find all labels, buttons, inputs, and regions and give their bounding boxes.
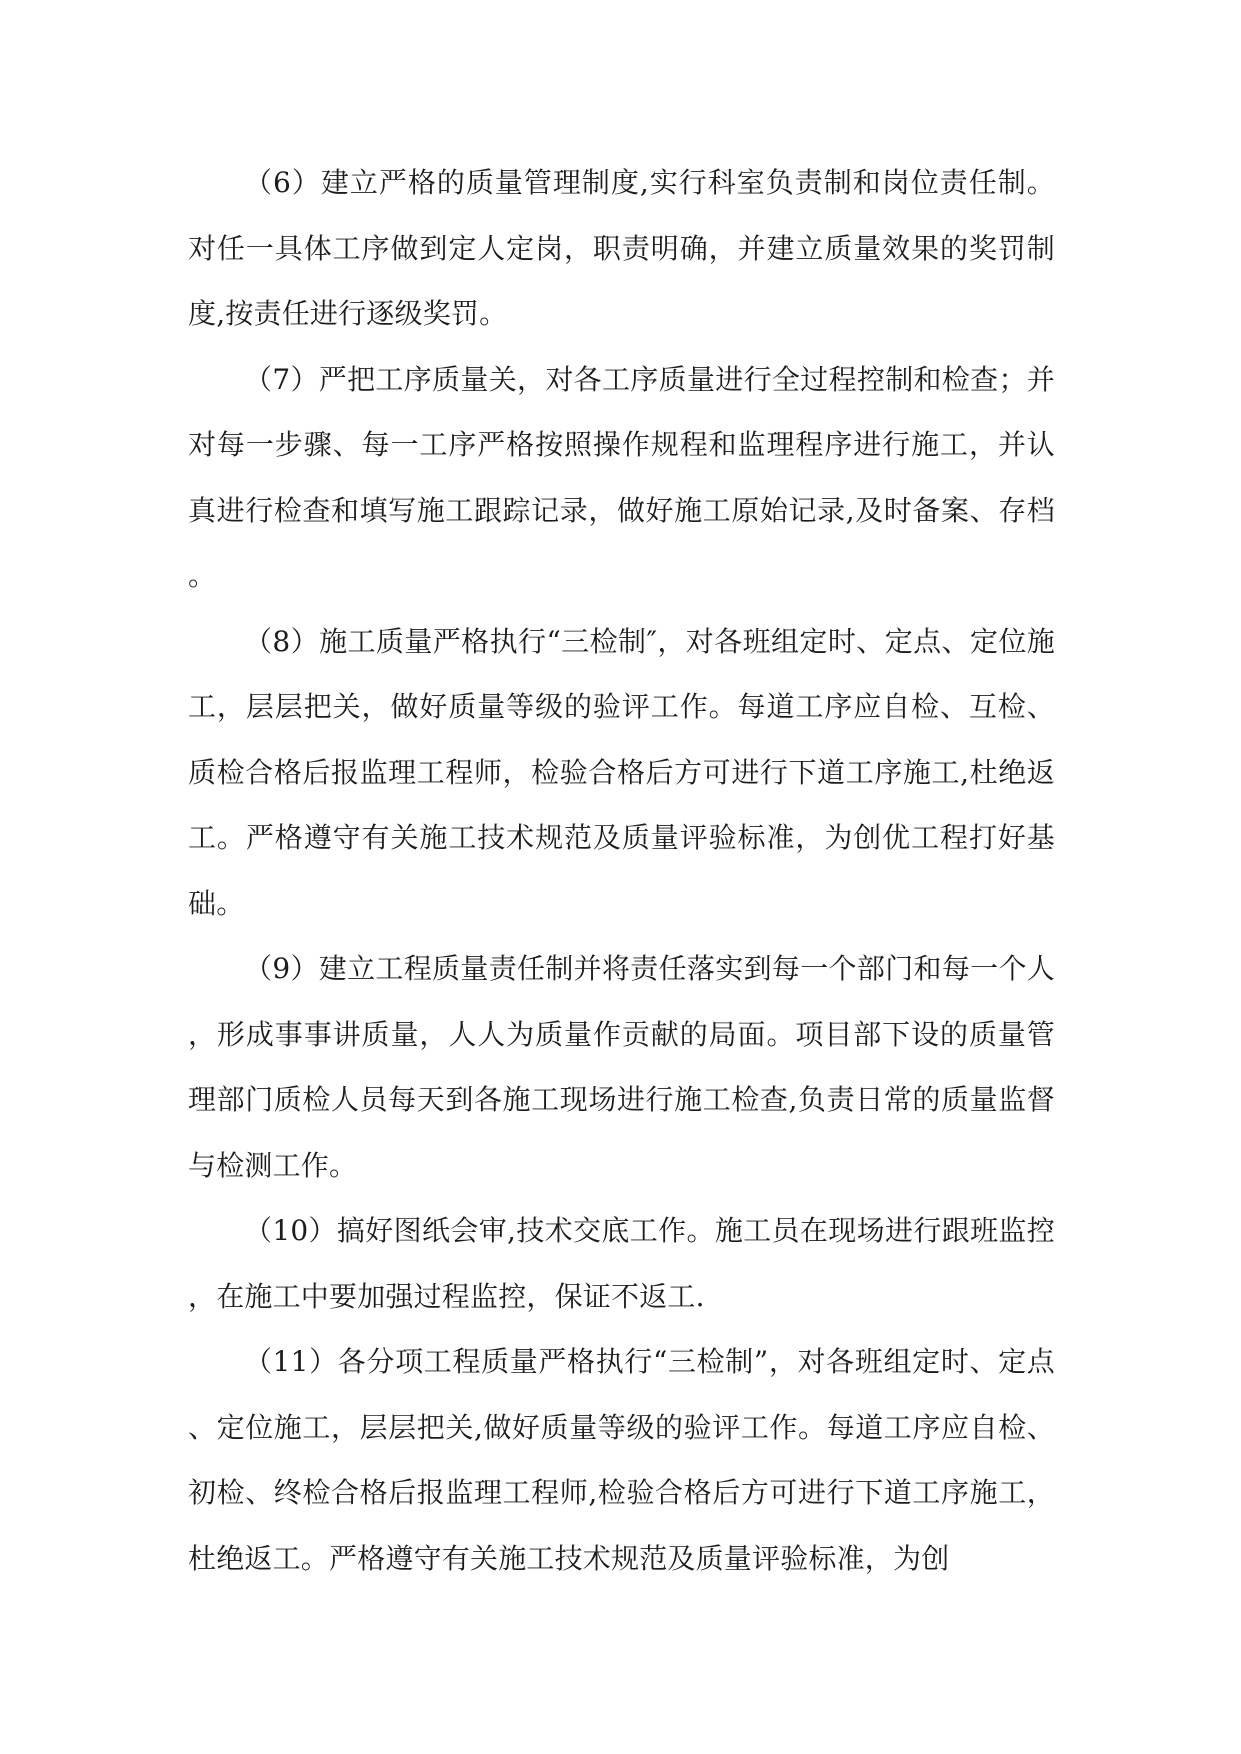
paragraph-10: （10）搞好图纸会审,技术交底工作。施工员在现场进行跟班监控，在施工中要加强过程监控，保证不返工.	[188, 1214, 1055, 1313]
paragraph-8: （8）施工质量严格执行“三检制″，对各班组定时、定点、定位施工，层层把关，做好质量等级的验评工作。每道工序应自检、互检、质检合格后报监理工程师，检验合格后方可进行下道工序施工,杜绝返工。严格遵守有关施工技术规范及质量评验标准，为创优工程打好基础。	[188, 624, 1055, 920]
paragraph-9: （9）建立工程质量责任制并将责任落实到每一个部门和每一个人，形成事事讲质量，人人为质量作贡献的局面。项目部下设的质量管理部门质检人员每天到各施工现场进行施工检查,负责日常的质量监督与检测工作。	[188, 952, 1055, 1182]
paragraph-6: （6）建立严格的质量管理制度,实行科室负责制和岗位责任制。对任一具体工序做到定人定岗，职责明确，并建立质量效果的奖罚制度,按责任进行逐级奖罚。	[188, 166, 1055, 330]
paragraph-11: （11）各分项工程质量严格执行“三检制”，对各班组定时、定点、定位施工，层层把关,做好质量等级的验评工作。每道工序应自检、初检、终检合格后报监理工程师,检验合格后方可进行下道工序施工，杜绝返工。严格遵守有关施工技术规范及质量评验标准，为创	[188, 1345, 1055, 1575]
document-body	[188, 150, 1055, 1591]
paragraph-7: （7）严把工序质量关，对各工序质量进行全过程控制和检查；并对每一步骤、每一工序严格按照操作规程和监理程序进行施工，并认真进行检查和填写施工跟踪记录，做好施工原始记录,及时备案、存档。	[188, 362, 1055, 592]
